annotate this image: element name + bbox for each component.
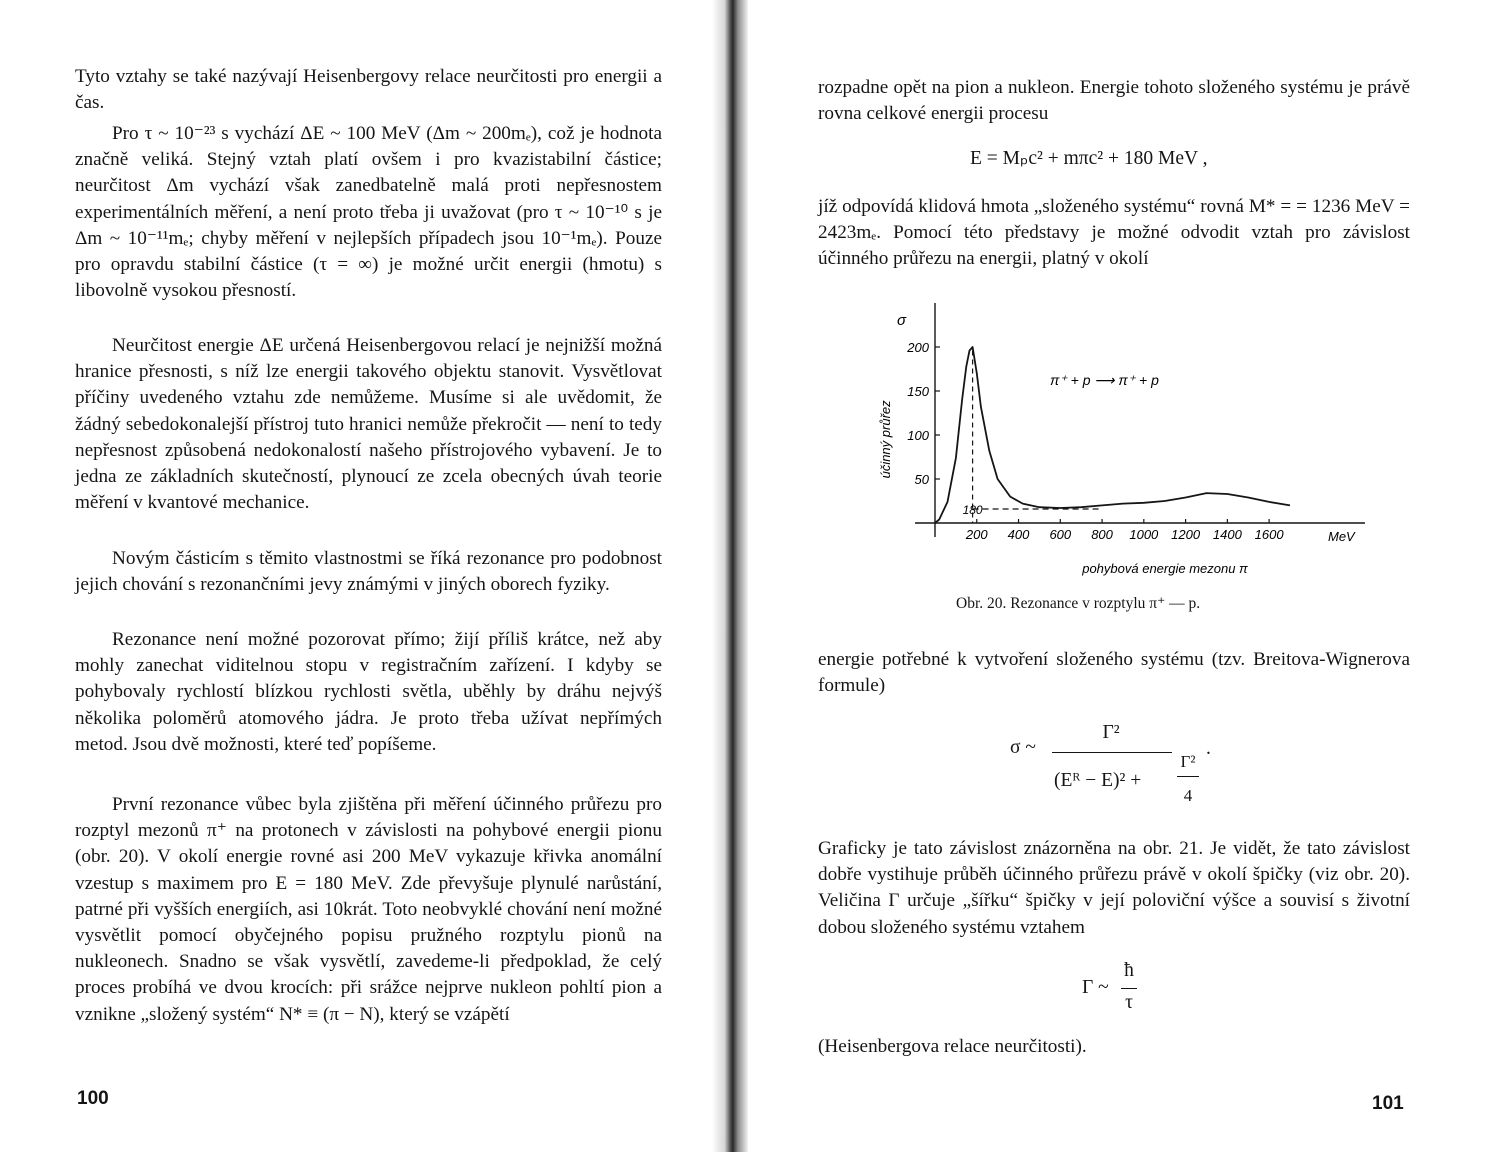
y-axis-symbol: σ	[897, 312, 907, 329]
y-tick-label: 150	[907, 384, 929, 399]
x-tick-label: 1200	[1171, 527, 1201, 542]
y-tick-label: 200	[907, 340, 929, 355]
bw-numerator: Γ²	[1102, 722, 1120, 743]
bw-sub-denominator: 4	[1183, 786, 1193, 805]
bw-sub-numerator: Γ²	[1180, 752, 1196, 771]
bw-fraction-line	[1052, 752, 1172, 753]
left-paragraph-2: Pro τ ~ 10⁻²³ s vychází ΔE ~ 100 MeV (Δm ~ 200mₑ), což je hodnota značně veliká. Stejný vztah platí ovšem i pro kvazistabilní částice; neurčitost Δm vychází však zanedbatelně malá proti nepřesnostem experimentálních měření, a není proto třeba ji uvažovat (pro τ ~ 10⁻¹⁰ s je Δm ~ 10⁻¹¹mₑ; chyby měření v nejlepších případech jsou 10⁻¹mₑ). Pouze pro opravdu stabilní částice (τ = ∞) je možné určit energii (hmotu) s libovolně vysokou přesností.	[75, 123, 662, 302]
bw-lhs: σ ~	[1010, 737, 1036, 758]
right-paragraph-3: energie potřebné k vytvoření složeného systému (tzv. Breitova-Wignerova formule)	[818, 649, 1410, 697]
left-paragraph-5: Rezonance není možné pozorovat přímo; žijí příliš krátce, než aby mohly zanechat viditelnou stopu v registračním zařízení. I kdyby se pohybovaly rychlostí blízkou rychlosti světla, uběhly by dráhu nejvýš několika poloměrů atomového jádra. Je proto třeba užívat nepřímých metod. Jsou dvě možnosti, které teď popíšeme.	[75, 629, 662, 755]
x-tick-label: 1600	[1254, 527, 1284, 542]
gamma-denominator: τ	[1125, 992, 1133, 1013]
bw-trailing-dot: .	[1206, 738, 1211, 759]
x-tick-label: 1000	[1129, 527, 1159, 542]
left-paragraph-4: Novým částicím s těmito vlastnostmi se říká rezonance pro podobnost jejich chování s rezonančními jevy známými v jiných oborech fyziky.	[75, 548, 662, 596]
page-number-right: 101	[1372, 1093, 1404, 1114]
x-tick-label: 1400	[1212, 527, 1242, 542]
right-paragraph-2: jíž odpovídá klidová hmota „složeného systému“ rovná M* = = 1236 MeV = 2423mₑ. Pomocí této představy je možné odvodit vztah pro závislost účinného průřezu na energii, platný v okolí	[818, 196, 1410, 270]
right-paragraph-1: rozpadne opět na pion a nukleon. Energie tohoto složeného systému je právě rovna celkové energii procesu	[818, 77, 1410, 125]
x-axis-unit: MeV	[1328, 529, 1355, 544]
gamma-numerator: ħ	[1124, 960, 1134, 981]
left-paragraph-3: Neurčitost energie ΔE určená Heisenbergovou relací je nejnižší možná hranice přesnosti, s níž lze energii takového objektu stanovit. Vysvětlovat příčiny uvedeného vztahu zde nemůžeme. Musíme si ale uvědomit, že žádný sebedokonalejší přístroj tuto hranici nemůže překročit — není to tedy nepřesnost způsobená nedokonalostí našeho přístrojového vybavení. Je to jedna ze základních skutečností, plynoucí ze zcela obecných úvah teorie měření v kvantové mechanice.	[75, 335, 662, 514]
right-paragraph-5: (Heisenbergova relace neurčitosti).	[818, 1036, 1087, 1057]
book-gutter	[712, 0, 748, 1152]
x-tick-label: 200	[965, 527, 988, 542]
x-tick-label: 400	[1007, 527, 1030, 542]
y-tick-label: 50	[914, 472, 929, 487]
x-tick-label: 600	[1049, 527, 1072, 542]
energy-equation: E = Mₚc² + mπc² + 180 MeV ,	[970, 148, 1208, 169]
left-paragraph-6: První rezonance vůbec byla zjištěna při měření účinného průřezu pro rozptyl mezonů π⁺ na protonech v závislosti na pohybové energii pionu (obr. 20). V okolí energie rovné asi 200 MeV vykazuje křivka anomální vzestup s maximem pro E = 180 MeV. Zde převyšuje plynulé narůstání, patrné při vyšších energiích, asi 10krát. Toto neobvyklé chování není možné vysvětlit pomocí obyčejného popisu pružného rozptylu pionů na nukleonech. Snadno se však vysvětlí, zavedeme-li předpoklad, že celý proces probíhá ve dvou krocích: při srážce nejprve nukleon pohltí pion a vznikne „složený systém“ N* ≡ (π − N), který se vzápětí	[75, 794, 662, 1025]
left-paragraph-1: Tyto vztahy se také nazývají Heisenbergovy relace neurčitosti pro energii a čas.	[75, 66, 662, 114]
page-number-left: 100	[77, 1088, 109, 1109]
x-tick-label: 800	[1091, 527, 1113, 542]
peak-label: 180	[962, 503, 983, 517]
y-axis-label: účinný průřez	[878, 400, 893, 479]
right-paragraph-4: Graficky je tato závislost znázorněna na obr. 21. Je vidět, že tato závislost dobře vystihuje průběh účinného průřezu právě v okolí špičky (viz obr. 20). Veličina Γ určuje „šířku“ špičky v její poloviční výšce a souvisí s životní dobou složeného systému vztahem	[818, 838, 1410, 938]
bw-denominator: (Eᴿ − E)² +	[1054, 770, 1142, 791]
gamma-fraction-line	[1121, 988, 1137, 989]
gamma-lhs: Γ ~	[1082, 977, 1109, 998]
y-tick-label: 100	[907, 428, 929, 443]
resonance-chart	[860, 295, 1380, 585]
x-axis-label: pohybová energie mezonu π	[1082, 561, 1248, 576]
reaction-annotation: π⁺ + p ⟶ π⁺ + p	[1050, 372, 1159, 388]
figure-caption: Obr. 20. Rezonance v rozptylu π⁺ — p.	[956, 595, 1201, 612]
bw-sub-fraction-line	[1177, 776, 1199, 777]
